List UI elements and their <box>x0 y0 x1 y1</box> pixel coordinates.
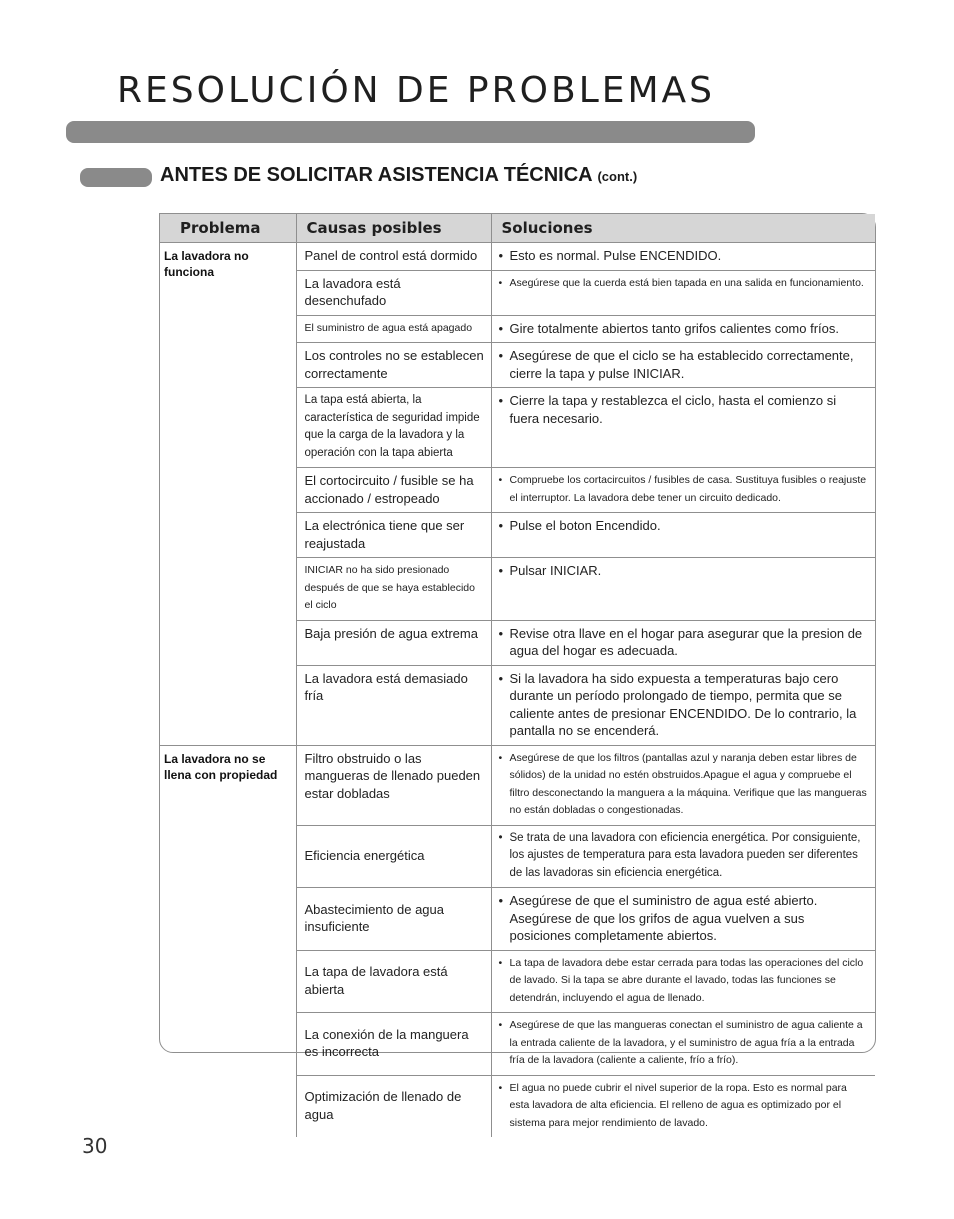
cause-cell: Optimización de llenado de agua <box>296 1075 491 1137</box>
solution-text: Asegúrese de que el ciclo se ha establecido correctamente, cierre la tapa y pulse INICIAR. <box>509 348 854 381</box>
cause-cell: Filtro obstruido o las mangueras de llenado pueden estar dobladas <box>296 745 491 825</box>
bullet-marker: • <box>498 956 503 969</box>
bullet-marker: • <box>498 893 504 908</box>
solution-text: Asegúrese de que las mangueras conectan el suministro de agua caliente a la entrada caliente de la lavadora, y el suministro de agua fría a la entrada fría de la lavadora (caliente a caliente, frío a frío). <box>509 1019 863 1066</box>
cause-cell: La lavadora está demasiado fría <box>296 665 491 745</box>
solution-cell <box>491 745 875 825</box>
solution-text: Compruebe los cortacircuitos / fusibles de casa. Sustituya fusibles o reajuste el interruptor. La lavadora debe tener un circuito dedicado. <box>509 474 867 504</box>
cause-cell: La tapa está abierta, la característica de seguridad impide que la carga de la lavadora y la operación con la tapa abierta <box>296 388 491 468</box>
bullet-marker: • <box>498 474 503 486</box>
cause-cell: Eficiencia energética <box>296 825 491 888</box>
bullet-marker: • <box>498 831 503 844</box>
bullet-marker: • <box>498 625 504 641</box>
bullet-marker: • <box>498 248 504 263</box>
solution-cell <box>491 888 875 951</box>
header-causas: Causas posibles <box>296 214 491 243</box>
solution-cell <box>491 243 875 271</box>
section-marker-pill <box>80 168 152 187</box>
header-soluciones: Soluciones <box>491 214 875 243</box>
troubleshooting-table <box>159 213 876 1129</box>
solution-cell <box>491 950 875 1013</box>
cause-cell: INICIAR no ha sido presionado después de que se haya establecido el ciclo <box>296 558 491 621</box>
solution-cell <box>491 315 875 343</box>
page-title: RESOLUCIÓN DE PROBLEMAS <box>117 70 716 111</box>
problem-cell: La lavadora no funciona <box>160 243 296 746</box>
bullet-marker: • <box>498 320 504 336</box>
cause-cell: La tapa de lavadora está abierta <box>296 950 491 1013</box>
cause-cell: La conexión de la manguera es incorrecta <box>296 1013 491 1076</box>
solution-text: Esto es normal. Pulse ENCENDIDO. <box>509 248 722 263</box>
cause-cell: El suministro de agua está apagado <box>296 315 491 343</box>
solution-text: Asegúrese de que el suministro de agua esté abierto. Asegúrese de que los grifos de agua vuelven a sus posiciones completamente abiertos. <box>509 893 818 943</box>
solution-cell <box>491 513 875 558</box>
cause-cell: El cortocircuito / fusible se ha accionado / estropeado <box>296 468 491 513</box>
title-divider-bar <box>66 121 755 143</box>
cause-cell: Panel de control está dormido <box>296 243 491 271</box>
cause-cell: Abastecimiento de agua insuficiente <box>296 888 491 951</box>
solution-text: Asegúrese que la cuerda está bien tapada en una salida en funcionamiento. <box>509 276 864 289</box>
solution-cell <box>491 620 875 665</box>
table-header-row <box>160 214 875 243</box>
section-heading-cont: (cont.) <box>597 169 638 184</box>
bullet-marker: • <box>498 670 504 686</box>
solution-cell <box>491 343 875 388</box>
solution-text: Pulsar INICIAR. <box>509 563 602 578</box>
solution-cell <box>491 1013 875 1076</box>
solution-text: Pulse el boton Encendido. <box>509 518 661 533</box>
solution-text: La tapa de lavadora debe estar cerrada para todas las operaciones del ciclo de lavado. Si la tapa se abre durante el lavado, todas las funciones se detendrán, incluyendo el agua de llenado. <box>509 956 864 1004</box>
solution-cell <box>491 270 875 315</box>
header-problema: Problema <box>160 214 296 243</box>
solution-text: Se trata de una lavadora con eficiencia energética. Por consiguiente, los ajustes de temperatura para esta lavadora pueden ser diferentes de las lavadoras sin eficiencia energética. <box>509 831 861 879</box>
solution-cell <box>491 558 875 621</box>
table-row <box>160 745 875 825</box>
solution-cell <box>491 468 875 513</box>
solution-cell <box>491 665 875 745</box>
bullet-marker: • <box>498 1019 503 1031</box>
cause-cell: Baja presión de agua extrema <box>296 620 491 665</box>
table-row <box>160 243 875 271</box>
bullet-marker: • <box>498 751 503 764</box>
section-heading-text: ANTES DE SOLICITAR ASISTENCIA TÉCNICA <box>160 164 592 186</box>
solution-cell <box>491 1075 875 1137</box>
cause-cell: La electrónica tiene que ser reajustada <box>296 513 491 558</box>
section-heading <box>160 164 637 187</box>
solution-text: Cierre la tapa y restablezca el ciclo, hasta el comienzo si fuera necesario. <box>509 393 837 426</box>
problem-cell: La lavadora no se llena con propiedad <box>160 745 296 1137</box>
solution-cell <box>491 388 875 468</box>
solution-text: Asegúrese de que los filtros (pantallas azul y naranja deben estar libres de sólidos) de la unidad no estén obstruidos.Apague el agua y compruebe el filtro desconectando la manguera a la máquina. Verifique que las mangueras no están dobladas o congestionadas. <box>509 751 867 816</box>
cause-cell: Los controles no se establecen correctamente <box>296 343 491 388</box>
page-number: 30 <box>82 1134 108 1158</box>
bullet-marker: • <box>498 348 504 363</box>
bullet-marker: • <box>498 518 504 533</box>
cause-cell: La lavadora está desenchufado <box>296 270 491 315</box>
solution-text: Revise otra llave en el hogar para asegurar que la presion de agua del hogar es adecuada. <box>509 625 863 658</box>
bullet-marker: • <box>498 276 503 289</box>
solution-cell <box>491 825 875 888</box>
bullet-marker: • <box>498 1081 503 1094</box>
bullet-marker: • <box>498 393 504 408</box>
solution-text: Si la lavadora ha sido expuesta a temperaturas bajo cero durante un período prolongado de tiempo, permita que se caliente antes de presionar ENCENDIDO. De lo contrario, la pantalla no se encenderá. <box>509 670 857 738</box>
solution-text: Gire totalmente abiertos tanto grifos calientes como fríos. <box>509 320 839 336</box>
bullet-marker: • <box>498 563 504 578</box>
solution-text: El agua no puede cubrir el nivel superior de la ropa. Esto es normal para esta lavadora de alta eficiencia. El relleno de agua es optimizado por el sistema para mejor rendimiento de lavado. <box>509 1081 847 1129</box>
